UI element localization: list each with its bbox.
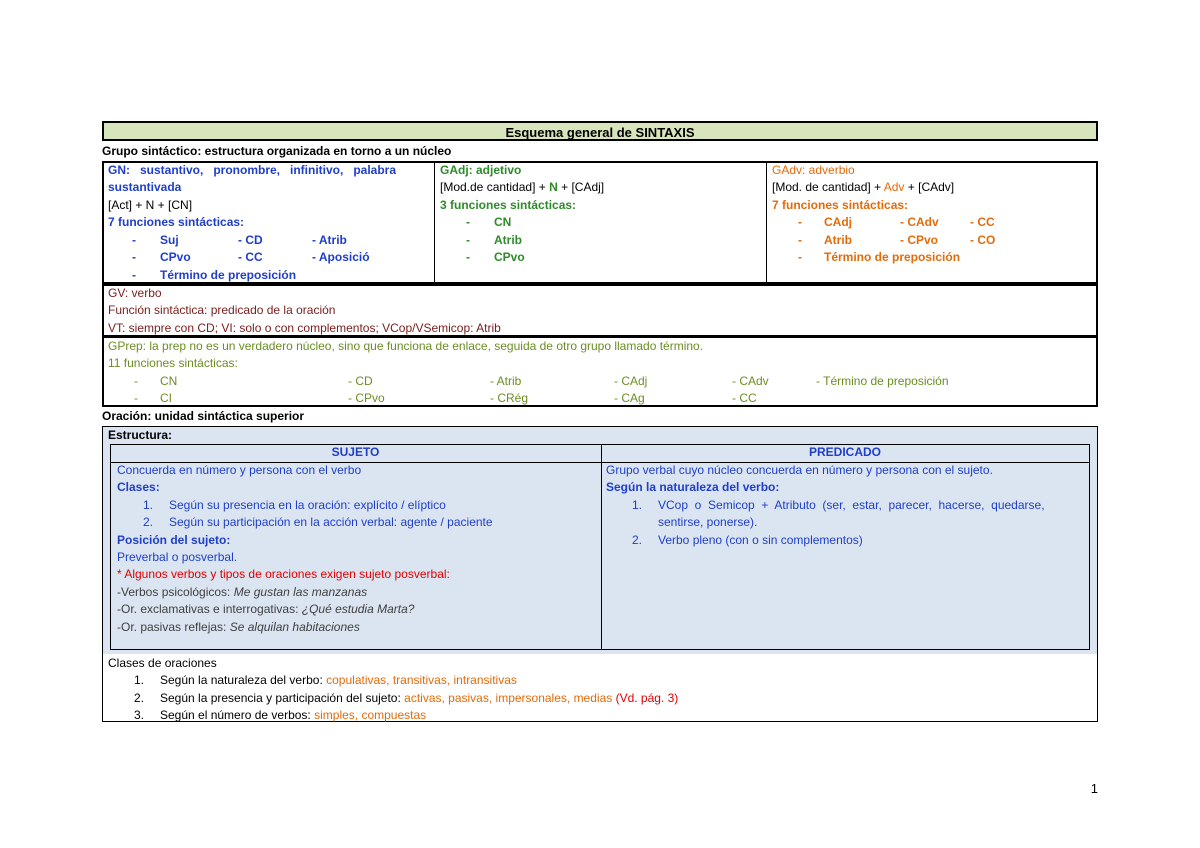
gn-func: CPvo [160, 250, 191, 265]
clase-values: copulativas, transitivas, intransitivas [326, 673, 517, 688]
gprep-func: - Término de preposición [816, 373, 949, 388]
dash: - [466, 250, 470, 264]
gprep-heading: GPrep: la prep no es un verdadero núcleo, sino que funciona de enlace, seguida de otro grupo llamado término. [108, 339, 704, 353]
clase-2 [160, 690, 678, 707]
gadj-functions-heading: 3 funciones sintácticas: [440, 197, 577, 212]
dash: - [798, 232, 802, 247]
gv-types: VT: siempre con CD; VI: solo o con complementos; VCop/VSemicop: Atrib [108, 320, 501, 335]
gadj-structure [440, 179, 640, 196]
sujeto-header: SUJETO [331, 445, 380, 459]
gprep-func: - CAg [614, 391, 645, 406]
sujeto-clase-2: Según su participación en la acción verbal: agente / paciente [169, 515, 493, 530]
gadj-nucleus: N [549, 180, 558, 195]
gprep-func: - CD [348, 373, 373, 388]
example-1 [117, 584, 587, 601]
clase-label: Según la naturaleza del verbo: [160, 673, 327, 688]
dash: - [134, 391, 138, 406]
gn-functions [108, 232, 418, 284]
gadj-structure-b: + [CAdj] [561, 180, 605, 195]
sujeto-posicion: Preverbal o posverbal. [117, 550, 238, 564]
clase-values: simples, compuestas [314, 708, 427, 723]
gv-function: Función sintáctica: predicado de la oración [108, 303, 336, 318]
gn-func: - CC [238, 250, 263, 265]
gadv-func: - CPvo [900, 232, 939, 247]
list-number: 1. [632, 497, 643, 512]
list-number: 3. [134, 708, 145, 723]
dash: - [132, 250, 136, 265]
gadv-func: - CAdv [900, 215, 939, 230]
column-divider [766, 163, 767, 282]
column-divider [601, 445, 602, 649]
list-number: 1. [134, 673, 145, 688]
gn-func: - Aposició [312, 250, 370, 265]
predicado-tipo-1-cont: sentirse, ponerse). [658, 515, 758, 530]
gadj-func: CN [494, 215, 512, 230]
gprep-func: CI [160, 391, 172, 406]
sujeto-clase-1: Según su presencia en la oración: explícito / elíptico [169, 497, 446, 512]
example-label: -Or. exclamativas e interrogativas: [117, 602, 302, 617]
example-text: ¿Qué estudia Marta? [301, 602, 415, 617]
clases-section [108, 655, 908, 725]
list-number: 2. [134, 690, 145, 705]
clase-1 [160, 672, 517, 689]
gprep-func: - CRég [490, 391, 529, 406]
gprep-func: CN [160, 373, 178, 388]
example-label: -Verbos psicológicos: [117, 584, 234, 599]
sujeto-posverbal-note: * Algunos verbos y tipos de oraciones exigen sujeto posverbal: [117, 567, 450, 582]
gv-heading: GV: verbo [108, 286, 162, 300]
gadv-func: Atrib [824, 232, 852, 247]
grupo-definition: Grupo sintáctico: estructura organizada en torno a un núcleo [102, 144, 452, 158]
gadv-func: - CO [970, 232, 996, 247]
gprep-func: - CAdj [614, 373, 648, 388]
gn-structure: [Act] + N + [CN] [108, 197, 193, 212]
clase-3 [160, 707, 426, 724]
dash: - [132, 233, 136, 247]
gprep-func: - CPvo [348, 391, 385, 406]
predicado-def: Grupo verbal cuyo núcleo concuerda en número y persona con el sujeto. [606, 463, 993, 477]
clase-label: Según la presencia y participación del sujeto: [160, 690, 405, 705]
gadv-section [772, 162, 1072, 266]
predicado-tipo-2: Verbo pleno (con o sin complementos) [658, 532, 863, 547]
gn-func: - CD [238, 233, 263, 247]
gadj-func: CPvo [494, 250, 525, 264]
gprep-functions-heading: 11 funciones sintácticas: [108, 356, 238, 371]
list-number: 1. [143, 497, 154, 512]
gn-func: Término de preposición [160, 267, 297, 282]
gadj-heading: GAdj: adjetivo [440, 163, 522, 177]
gadv-structure [772, 179, 1072, 196]
predicado-section [606, 462, 1086, 549]
dash: - [798, 250, 802, 264]
gadv-func: CAdj [824, 215, 852, 230]
gn-func: Suj [160, 233, 179, 247]
gadv-func: - CC [970, 215, 995, 230]
gadj-section [440, 162, 640, 266]
dash: - [798, 215, 802, 230]
example-text: Se alquilan habitaciones [229, 619, 360, 634]
dash: - [134, 373, 138, 388]
page-reference: (Vd. pág. 3) [615, 690, 679, 705]
gn-line1: GN: sustantivo, pronombre, infinitivo, palabra [108, 163, 397, 177]
page-number: 1 [1090, 781, 1098, 796]
gadv-functions-heading: 7 funciones sintácticas: [772, 197, 909, 212]
sujeto-section [117, 462, 587, 636]
gadv-structure-b: + [CAdv] [907, 180, 955, 195]
predicado-naturaleza: Según la naturaleza del verbo: [606, 480, 780, 495]
page-title: Esquema general de SINTAXIS [102, 121, 1098, 141]
dash: - [466, 232, 470, 247]
gprep-section [108, 338, 1088, 408]
example-2 [117, 601, 587, 618]
example-3 [117, 619, 587, 636]
example-text: Me gustan las manzanas [233, 584, 368, 599]
dash: - [132, 267, 136, 282]
gadj-func: Atrib [494, 232, 522, 247]
gn-func: - Atrib [312, 233, 347, 247]
gn-line2: sustantivada [108, 180, 182, 195]
sujeto-clases: Clases: [117, 480, 160, 495]
gadv-nucleus: Adv [883, 180, 905, 195]
gn-section [108, 162, 426, 232]
gprep-func: - Atrib [490, 373, 522, 388]
column-divider [434, 163, 435, 282]
predicado-tipo-1: VCop o Semicop + Atributo (ser, estar, parecer, hacerse, quedarse, [658, 497, 1045, 512]
clase-values: activas, pasivas, impersonales, medias [404, 690, 616, 705]
gv-section [108, 285, 501, 337]
example-label: -Or. pasivas reflejas: [117, 619, 230, 634]
gadv-func: Término de preposición [824, 250, 961, 264]
clase-label: Según el número de verbos: [160, 708, 315, 723]
gprep-func: - CAdv [732, 373, 769, 388]
gprep-func: - CC [732, 391, 757, 406]
sujeto-concord: Concuerda en número y persona con el verbo [117, 463, 362, 477]
gadv-structure-a: [Mod. de cantidad] + [772, 180, 882, 195]
sujeto-posicion-heading: Posición del sujeto: [117, 532, 231, 547]
dash: - [466, 215, 470, 230]
clases-heading: Clases de oraciones [108, 656, 217, 670]
gn-functions-heading: 7 funciones sintácticas: [108, 215, 245, 230]
oracion-definition: Oración: unidad sintáctica superior [102, 409, 305, 423]
estructura-heading: Estructura: [108, 428, 173, 442]
list-number: 2. [143, 515, 154, 530]
list-number: 2. [632, 532, 643, 547]
gadj-structure-a: [Mod.de cantidad] + [440, 180, 546, 195]
gadv-heading: GAdv: adverbio [772, 163, 855, 177]
predicado-header: PREDICADO [808, 445, 881, 459]
